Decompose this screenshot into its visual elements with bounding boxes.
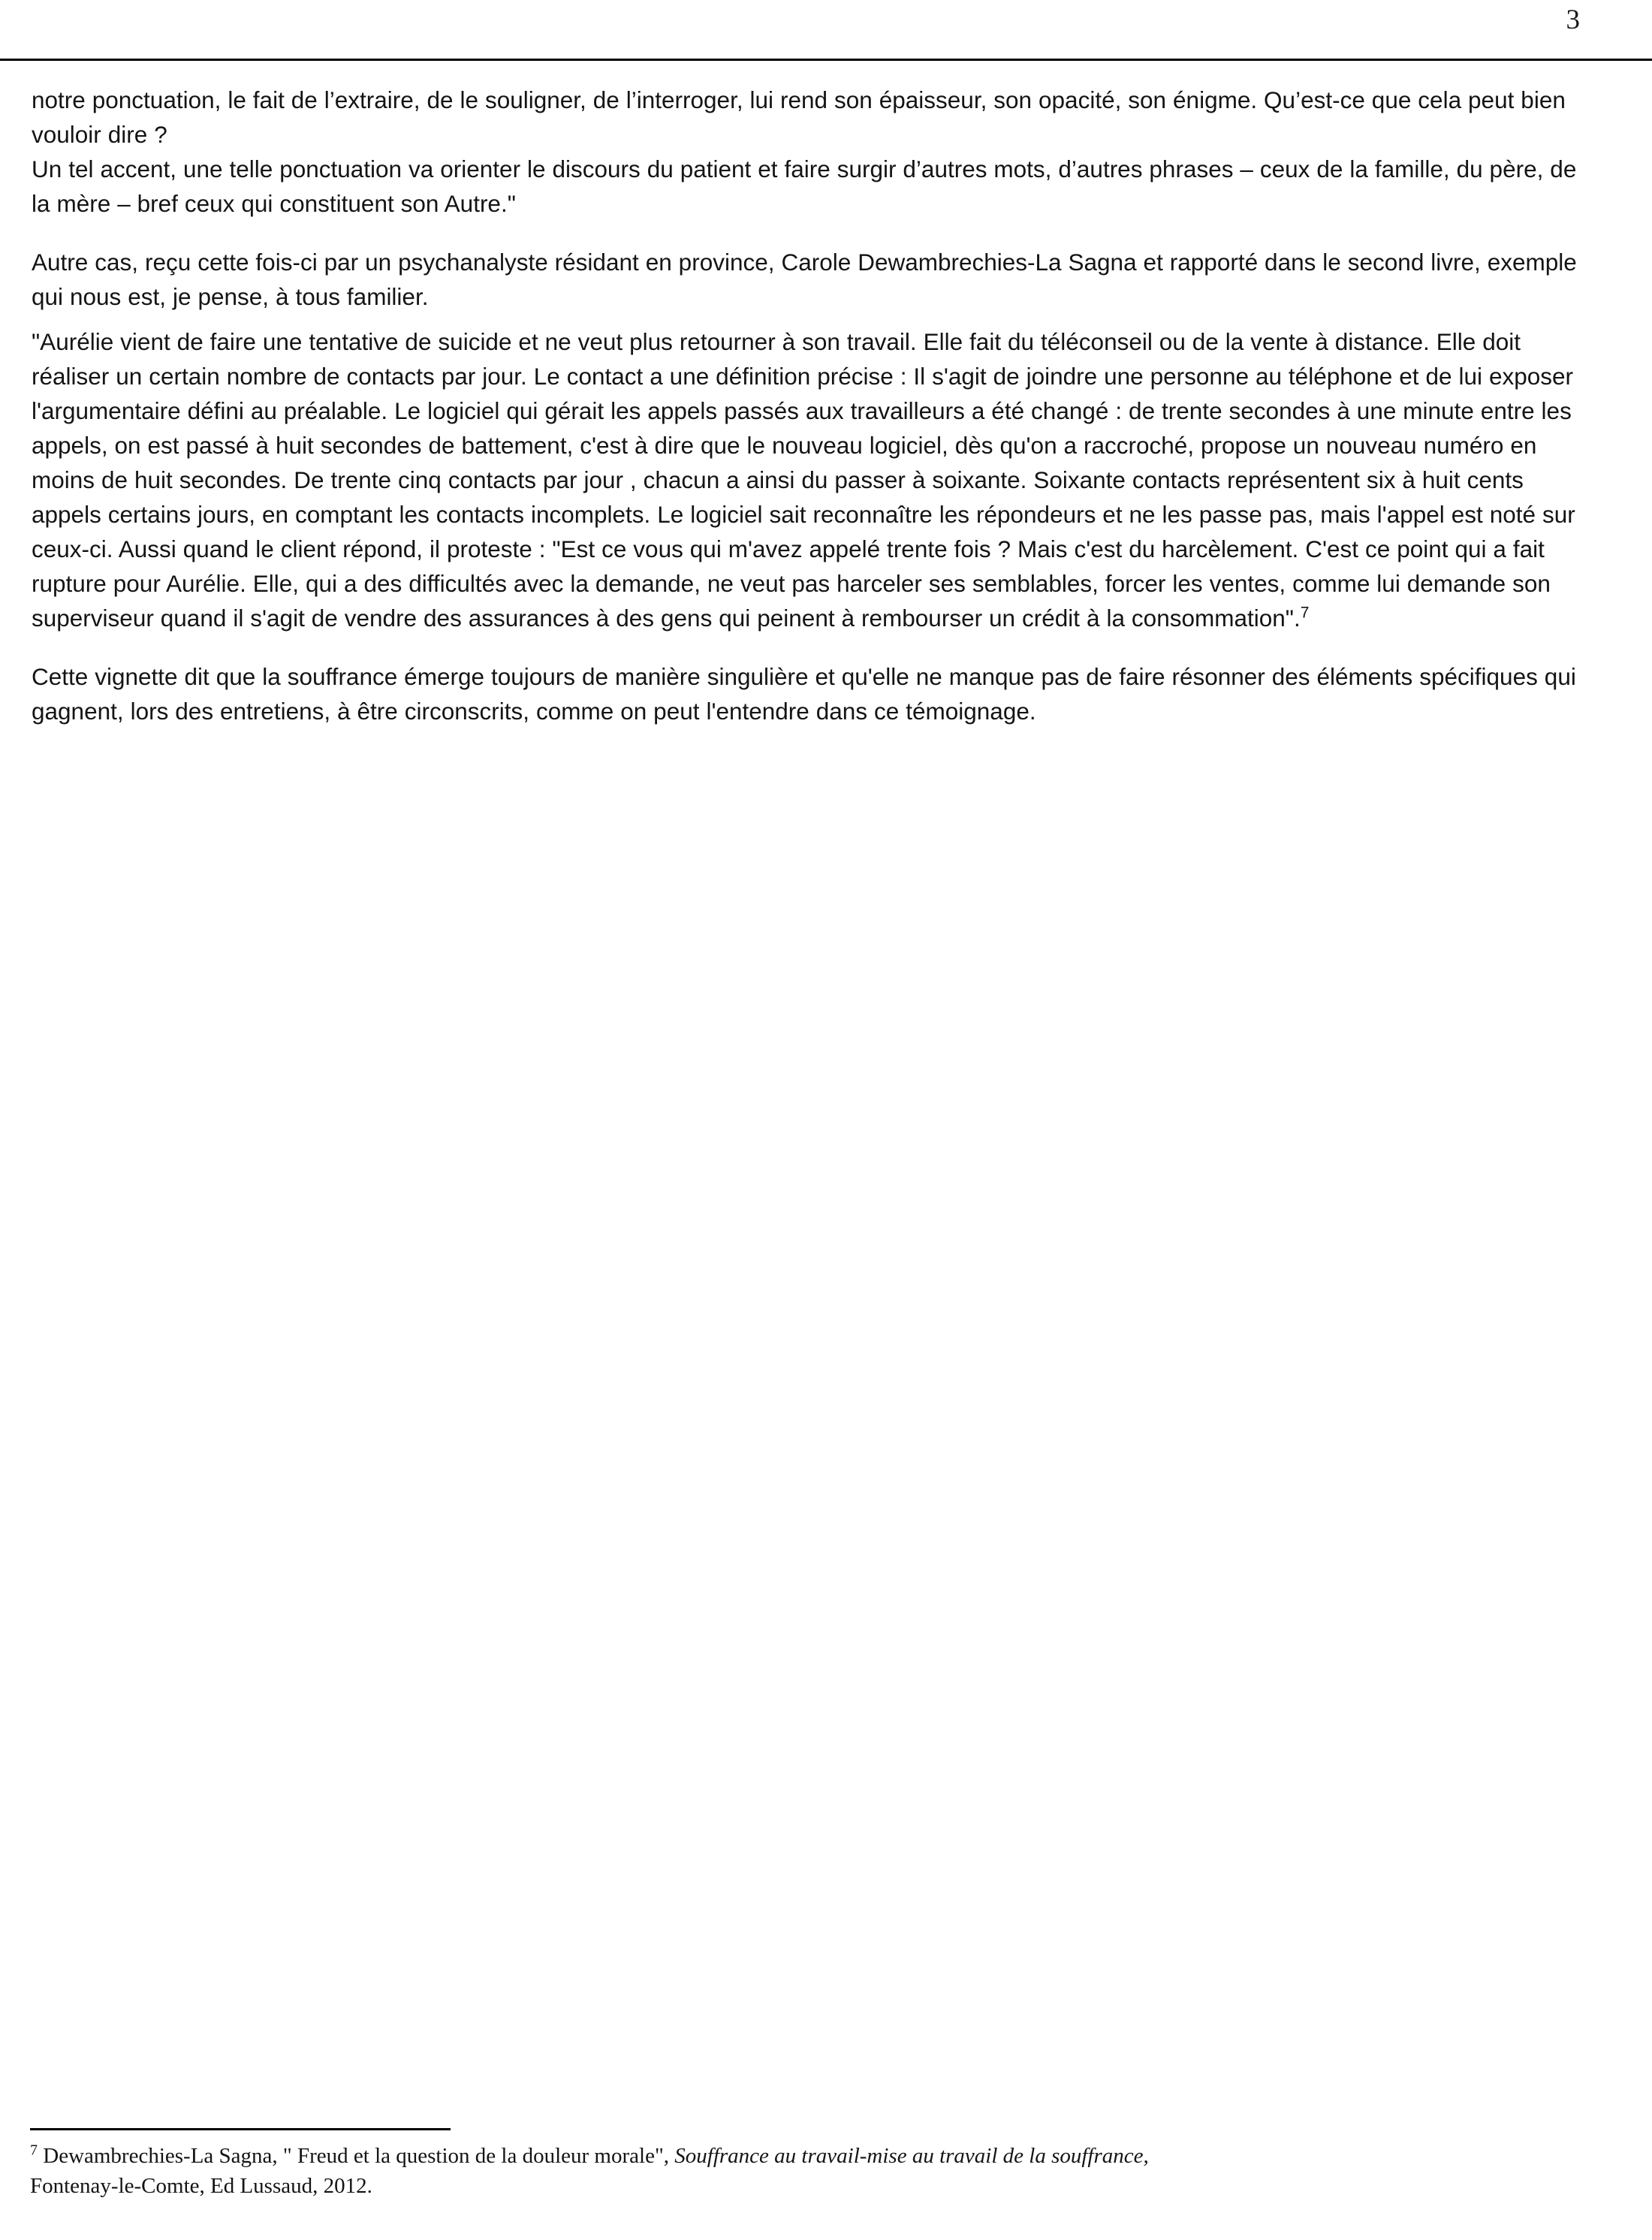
footnote-divider xyxy=(30,2128,451,2130)
paragraph-1: notre ponctuation, le fait de l’extraire, de le souligner, de l’interroger, lui rend son épaisseur, son opacité, son énigme. Qu’est-ce que cela peut bien vouloir dire ? xyxy=(32,86,1566,148)
paragraph-spacer xyxy=(32,314,1583,324)
document-body xyxy=(32,83,1583,752)
footnote-reference-7: 7 xyxy=(1300,604,1310,622)
footnote-title-italic: Souffrance au travail-mise au travail de la souffrance, xyxy=(674,2144,1149,2168)
paragraph-4-text: "Aurélie vient de faire une tentative de suicide et ne veut plus retourner à son travail. Elle fait du téléconseil ou de la vente à distance. Elle doit réaliser un certain nombre de contacts par jour. Le contact a une définition précise : Il s'agit de joindre une personne au téléphone et de lui exposer l'argumentaire défini au préalable. Le logiciel qui gérait les appels passés aux travailleurs a été changé : de trente secondes à une minute entre les appels, on est passé à huit secondes de battement, c'est à dire que le nouveau logiciel, dès qu'on a raccroché, propose un nouveau numéro en moins de huit secondes. De trente cinq contacts par jour , chacun a ainsi du passer à soixante. Soixante contacts représentent six à huit cents appels certains jours, en comptant les contacts incomplets. Le logiciel sait reconnaître les répondeurs et ne les passe pas, mais l'appel est noté sur ceux-ci. Aussi quand le client répond, il proteste : "Est ce vous qui m'avez appelé trente fois ? Mais c'est du harcèlement. C'est ce point qui a fait rupture pour Aurélie. Elle, qui a des difficultés avec la demande, ne veut pas harceler ses semblables, forcer les ventes, comme lui demande son superviseur quand il s'agit de vendre des assurances à des gens qui peinent à rembourser un crédit à la consommation". xyxy=(32,328,1575,632)
footnote-text-after-italic: Fontenay-le-Comte, Ed Lussaud, 2012. xyxy=(30,2174,372,2198)
footnote-area xyxy=(30,2128,1592,2201)
footnote-text-before-italic: Dewambrechies-La Sagna, " Freud et la question de la douleur morale", xyxy=(38,2144,675,2168)
paragraph-3: Autre cas, reçu cette fois-ci par un psychanalyste résidant en province, Carole Dewambrechies-La Sagna et rapporté dans le second livre, exemple qui nous est, je pense, à tous familier. xyxy=(32,249,1577,310)
header-divider xyxy=(0,59,1652,61)
footnote-marker: 7 xyxy=(30,2142,38,2159)
paragraph-5: Cette vignette dit que la souffrance émerge toujours de manière singulière et qu'elle ne manque pas de faire résonner des éléments spécifiques qui gagnent, lors des entretiens, à être circonscrits, comme on peut l'entendre dans ce témoignage. xyxy=(32,663,1576,725)
paragraph-2: Un tel accent, une telle ponctuation va orienter le discours du patient et faire surgir d’autres mots, d’autres phrases – ceux de la famille, du père, de la mère – bref ceux qui constituent son Autre." xyxy=(32,155,1577,217)
footnote-7 xyxy=(30,2141,1592,2201)
page-number: 3 xyxy=(1566,5,1580,35)
paragraph-4 xyxy=(32,324,1583,635)
